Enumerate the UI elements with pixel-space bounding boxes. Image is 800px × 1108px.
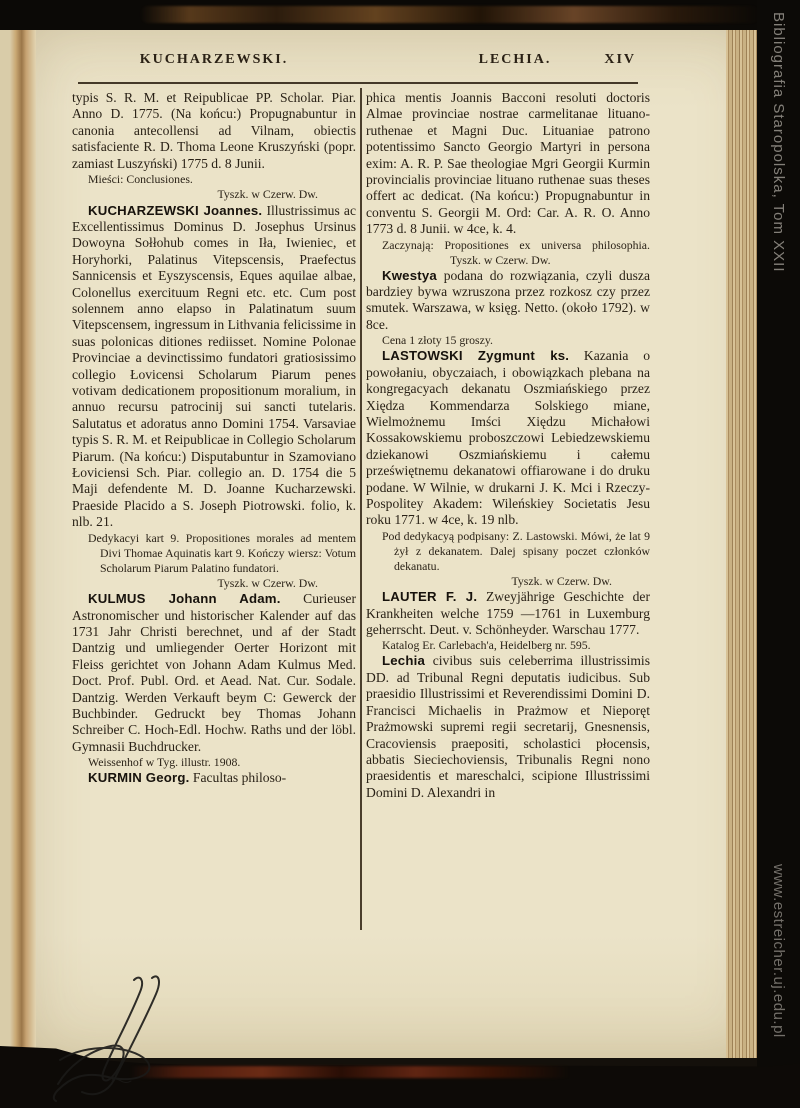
- left-column: [72, 90, 356, 787]
- entry-paragraph: [72, 591, 356, 755]
- note-text: Zaczynają: Propositiones ex universa philosophia.: [382, 237, 650, 252]
- bibliographic-note: Katalog Er. Carlebach'a, Heidelberg nr. 595.: [382, 638, 591, 653]
- running-header: [72, 52, 650, 74]
- column-divider: [360, 88, 362, 930]
- entry-headword: Kwestya: [382, 267, 437, 283]
- entry-paragraph: [366, 589, 650, 638]
- bibliographic-note: [366, 238, 650, 268]
- entry-text: podana do rozwiązania, czyli dusza bardziey bywa wzruszona przez rozkosz czy przez smutek. Warszawa, w księg. Netto. (około 1792). w 8ce.: [366, 267, 650, 332]
- running-header-left: KUCHARZEWSKI.: [139, 52, 289, 67]
- bibliographic-note: Cena 1 złoty 15 groszy.: [382, 333, 493, 348]
- page-number: XIV: [604, 52, 636, 67]
- entry-headword: LASTOWSKI Zygmunt ks.: [382, 348, 570, 364]
- bibliographic-note: Weissenhof w Tyg. illustr. 1908.: [88, 755, 241, 770]
- header-rule: [78, 82, 638, 84]
- entry-text: Illustrissimus ac Excellentissimus Dominus D. Josephus Ursinus Dowoyna Sołłohub comes in Iła, Iwieniec, et Horyhorki, Palatinus Vitepscensis, Praefectus Sannicensis et Eyszyscensis, Eques aquilae albae, Colonellus exercituum Regni etc. etc. Cum post solennem anno elapso in Palatinatum suum Vitepscensem, ingressum in Lithvania felicissime in suas polonicas ditiones rediisset. Nomine Polonae Provinciae a devinctissimo fundatori gratiosissimo collegio Łovicensi Scholarum Piarum penes votivam dedicationem propositionum moralium, in annuo recursu patrocinij sui sancti tutelaris. Salutatus et adoratus anno Domini 1754. Varsaviae typis S. R. M. et Reipublicae in Collegio Scholarum Piarum. (Na końcu:) Disputabuntur in Szamoviano Łoviciensi Sch. Piar. collegio an. D. 1754 die 5 Maji defendente M. D. Joanne Kucharzewski. Praeside Placido a S. Joseph Piotrowski. folio, k. nlb. 21.: [72, 202, 356, 530]
- entry-headword: KULMUS Johann Adam.: [88, 591, 281, 607]
- watermark-url: www.estreicher.uj.edu.pl: [770, 864, 787, 1038]
- right-column: [366, 90, 650, 801]
- source-reference: Tyszk. w Czerw. Dw.: [217, 575, 318, 590]
- entry-headword: KUCHARZEWSKI Joannes.: [88, 202, 263, 218]
- book-top-edge: [0, 0, 800, 30]
- book-headband: [140, 6, 760, 23]
- entry-text: Kazania o powołaniu, obyczaiach, i obowiązkach plebana na kongregacyach dekanatu Oszmiańskiego przez Xiędza Kommendarza Solskiego miane, Wielmożnemu Imści Xiędzu Michałowi Kossakowskiemu proboszczowi Lebiedzewskiemu dziekanowi Oszmiańskiemu i całemu przeświętnemu dekanatowi offiarowane i do druku podane. W Wilnie, w drukarni J. K. Mci i Rzeczy-Pospolitey Akadem: Wileńskiey Societatis Jesu roku 1771. w 4ce, k. 19 nlb.: [366, 348, 650, 528]
- entry-paragraph: [72, 770, 356, 786]
- entry-headword: Lechia: [382, 653, 425, 669]
- page-edge-stack: [726, 28, 757, 1058]
- printed-page-content: [72, 52, 650, 800]
- continuation-paragraph: phica mentis Joannis Bacconi resoluti doctoris Almae provinciae nostrae carmelitanae lituano-ruthenae et Magni Duc. Lituaniae patrono potentissimo Sancto Georgio Martyri in persona exim: A. R. P. Sae theologiae Mgri Georgii Kurmin provincialis provinciae lituano ruthenae suas theses offert ac dedicat. (Na końcu:) Propugnabuntur in conventu S. Georgii M. Ord: Car. A. R. O. Anno 1773 d. 8 Junii. w 4ce, k. 4.: [366, 90, 650, 237]
- bibliographic-note: Pod dedykacyą podpisany: Z. Lastowski. Mówi, że lat 9 żył z dekanatem. Dalej spisany poczet członków dekanatu.: [382, 528, 650, 573]
- bibliographic-note: Mieści: Conclusiones.: [88, 172, 193, 187]
- entry-paragraph: [72, 203, 356, 531]
- continuation-paragraph: typis S. R. M. et Reipublicae PP. Scholar. Piar. Anno D. 1775. (Na końcu:) Propugnabuntur in canonia antecollensi ad Vilnam, obiectis satisfaciente R. D. Thoma Leone Kruszyński (popr. zamiast Luszyński) 1775 d. 8 Junii.: [72, 90, 356, 171]
- entry-text: Zweyjährige Geschichte der Krankheiten welche 1759 —1761 in Luxemburg geherrscht. Deut. v. Schönheyder. Warschau 1777.: [366, 589, 650, 638]
- entry-text: Curieuser Astronomischer und historischer Kalender auf das 1731 Jahr Christi berechnet, und af der Stadt Dantzig und umliegender Oerter Horizont mit Fleiss gerichtet von Johann Adam Kulmus Med. Doct. Prof. Publ. Ord. et Aead. Nat. Cur. Sodale. Dantzig. Werden Verkauft beym C: Gewerck der Buchbinder. Gedruckt bey Thomas Johann Schreiber C. Hoch-Edl. Hochw. Raths und der löbl. Gymnasii Buchdrucker.: [72, 591, 356, 754]
- entry-headword: KURMIN Georg.: [88, 770, 190, 786]
- entry-text: Facultas philoso-: [192, 770, 287, 786]
- entry-headword: LAUTER F. J.: [382, 589, 478, 605]
- source-reference: Tyszk. w Czerw. Dw.: [511, 573, 612, 588]
- bibliographic-note: Dedykacyi kart 9. Propositiones morales ad mentem Divi Thomae Aquinatis kart 9. Kończy wiersz: Votum Scholarum Piarum Palatino fundatori.: [88, 530, 356, 575]
- entry-paragraph: [366, 268, 650, 334]
- book-gutter: [10, 28, 36, 1054]
- entry-text: civibus suis celeberrima illustrissimis DD. ad Tribunal Regni deputatis iudicibus. Sub praesidio Illustrissimi et Reverendissimi Domini D. Francisci Michaelis in Prażmow et Nieporęt Prażmowski supremi regii secretarij, Gnesnensis, Cracoviensis praepositi, scholastici płocensis, abbatis Sieciechoviensis, Tribunalis Regni nono praesidentis et mareschalci, scipione Illustrissimi Domini D. Alexandri in: [366, 653, 650, 800]
- source-reference: Tyszk. w Czerw. Dw.: [217, 187, 318, 202]
- entry-paragraph: [366, 653, 650, 801]
- running-header-right: LECHIA.: [478, 52, 552, 67]
- source-reference: Tyszk. w Czerw. Dw.: [450, 252, 551, 267]
- ink-signature: [48, 972, 213, 1107]
- entry-paragraph: [366, 348, 650, 528]
- spine-label: Bibliografia Staropolska, Tom XXII: [770, 12, 787, 273]
